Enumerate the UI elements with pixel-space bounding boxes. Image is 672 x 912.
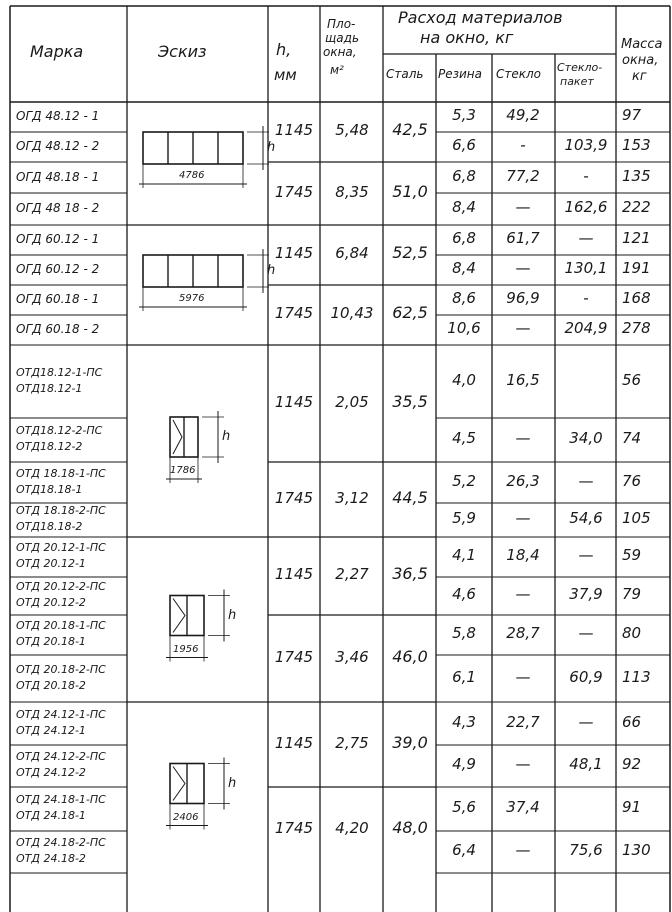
window-sketch [143, 132, 243, 164]
glass-pack-cell: — [578, 546, 594, 564]
marka-cell-alt: ОТД 24.12-1 [16, 723, 86, 737]
glass-cell: 16,5 [506, 370, 540, 389]
mass-cell: 222 [622, 198, 651, 216]
area-cell: 5,48 [335, 121, 369, 139]
glass-cell: 61,7 [506, 229, 540, 247]
mass-cell: 80 [622, 624, 642, 642]
glass-pack-cell: — [578, 229, 594, 247]
glass-cell: 77,2 [506, 166, 540, 185]
rubber-cell: 6,1 [452, 667, 476, 686]
marka-cell: ОГД 48 18 - 2 [16, 201, 100, 215]
glass-cell: — [515, 319, 531, 337]
glass-cell: — [515, 755, 531, 773]
header-eskiz: Эскиз [158, 42, 207, 61]
marka-cell: ОТД 24.12-2-ПС [16, 750, 106, 763]
sketch-width-label: 5976 [179, 293, 205, 304]
sketch-height-label: h [228, 775, 237, 791]
area-cell: 2,75 [335, 733, 369, 752]
area-cell: 3,46 [335, 647, 369, 666]
h-cell: 1745 [274, 304, 314, 322]
sketch-height-label: h [267, 263, 276, 278]
h-cell: 1145 [274, 565, 314, 583]
marka-cell: ОГД 48.12 - 1 [16, 109, 100, 123]
steel-cell: 39,0 [392, 732, 428, 752]
rubber-cell: 5,8 [452, 624, 476, 642]
mass-cell: 92 [622, 755, 642, 773]
rubber-cell: 6,6 [452, 136, 476, 154]
glass-pack-cell: 54,6 [569, 509, 603, 527]
area-cell: 4,20 [335, 819, 369, 837]
header-area-1: Пло- [327, 17, 356, 31]
rubber-cell: 4,9 [452, 755, 476, 773]
sketch-width-label: 1786 [170, 465, 196, 476]
glass-cell: 37,4 [506, 798, 540, 816]
glass-cell: 18,4 [506, 546, 540, 564]
marka-cell: ОТД18.12-1-ПС [16, 365, 103, 379]
mass-cell: 153 [622, 136, 651, 154]
marka-cell: ОТД18.12-2-ПС [16, 424, 103, 437]
mass-cell: 121 [622, 229, 651, 247]
marka-cell-alt: ОТД 20.12-2 [16, 596, 86, 609]
rubber-cell: 5,2 [452, 471, 476, 490]
glass-cell: 96,9 [506, 289, 540, 307]
marka-cell: ОГД 60.18 - 1 [16, 292, 100, 306]
header-mass-1: Масса [621, 37, 663, 52]
steel-cell: 62,5 [392, 303, 428, 322]
marka-cell-alt: ОТД18.12-1 [16, 381, 83, 395]
rubber-cell: 5,3 [452, 106, 476, 124]
rubber-cell: 4,1 [452, 546, 476, 564]
window-sketch [143, 255, 243, 287]
header-steel: Сталь [386, 67, 424, 81]
glass-cell: 49,2 [506, 106, 540, 124]
sketch-width-label: 2406 [173, 811, 199, 823]
header-h-unit: мм [274, 66, 297, 84]
mass-cell: 113 [622, 667, 651, 686]
h-cell: 1745 [274, 647, 314, 666]
rubber-cell: 8,6 [452, 289, 476, 307]
glass-pack-cell: - [583, 166, 589, 185]
marka-cell-alt: ОТД 20.18-1 [16, 635, 86, 648]
glass-cell: 22,7 [506, 712, 540, 731]
marka-cell-alt: ОТД 24.18-2 [16, 852, 86, 865]
rubber-cell: 6,4 [452, 841, 476, 859]
window-sash [173, 599, 185, 633]
window-sketch [170, 596, 204, 636]
steel-cell: 44,5 [392, 487, 428, 507]
glass-pack-cell: 162,6 [564, 198, 608, 216]
marka-cell: ОТД 24.18-2-ПС [16, 836, 106, 849]
mass-cell: 66 [622, 712, 642, 731]
rubber-cell: 6,8 [452, 166, 476, 185]
marka-cell: ОТД 20.18-2-ПС [16, 662, 106, 676]
area-cell: 2,27 [335, 565, 369, 583]
glass-pack-cell: 60,9 [569, 667, 603, 686]
mass-cell: 76 [622, 471, 642, 490]
header-area-2: щадь [325, 31, 360, 45]
glass-cell: 26,3 [506, 471, 540, 490]
marka-cell-alt: ОТД18.18-2 [16, 520, 83, 533]
header-mass-3: кг [632, 69, 647, 84]
glass-pack-cell: 204,9 [564, 319, 608, 337]
rubber-cell: 8,4 [452, 259, 476, 277]
glass-cell: — [515, 259, 531, 277]
rubber-cell: 10,6 [447, 319, 481, 337]
h-cell: 1145 [274, 121, 314, 139]
steel-cell: 35,5 [392, 391, 428, 411]
header-material-2: на окно, кг [420, 28, 514, 47]
glass-cell: — [515, 429, 531, 447]
glass-cell: — [515, 198, 531, 216]
marka-cell-alt: ОТД18.12-2 [16, 440, 83, 453]
glass-cell: — [515, 509, 531, 527]
glass-pack-cell: 103,9 [564, 136, 608, 154]
mass-cell: 278 [622, 319, 651, 337]
marka-cell: ОТД 20.12-1-ПС [16, 541, 106, 554]
glass-pack-cell: — [578, 624, 594, 642]
header-h: h, [276, 40, 292, 59]
area-cell: 2,05 [335, 392, 369, 411]
mass-cell: 168 [622, 289, 651, 307]
steel-cell: 51,0 [392, 181, 428, 201]
marka-cell-alt: ОТД 20.18-2 [16, 678, 86, 692]
area-cell: 3,12 [335, 488, 369, 507]
header-area-4: м² [330, 63, 344, 77]
marka-cell: ОГД 48.18 - 1 [16, 169, 100, 184]
rubber-cell: 4,6 [452, 585, 476, 603]
header-area-3: окна, [323, 45, 357, 59]
rubber-cell: 4,3 [452, 712, 476, 731]
h-cell: 1145 [274, 244, 314, 262]
marka-cell: ОТД 20.18-1-ПС [16, 619, 106, 632]
marka-cell: ОГД 60.12 - 2 [16, 262, 100, 276]
steel-cell: 46,0 [392, 646, 428, 666]
area-cell: 6,84 [335, 244, 369, 262]
glass-cell: — [515, 585, 531, 603]
mass-cell: 56 [622, 370, 642, 389]
h-cell: 1745 [274, 488, 314, 507]
sketch-width-label: 1956 [173, 643, 199, 655]
h-cell: 1745 [274, 182, 314, 201]
sketch-height-label: h [228, 607, 237, 623]
header-glass-pack-1: Стекло- [557, 61, 603, 74]
marka-cell-alt: ОТД18.18-1 [16, 482, 83, 496]
window-sketch [170, 417, 198, 457]
glass-pack-cell: 130,1 [564, 259, 608, 277]
h-cell: 1145 [274, 392, 314, 411]
marka-cell: ОГД 48.12 - 2 [16, 139, 100, 153]
marka-cell: ОГД 60.18 - 2 [16, 322, 100, 336]
header-marka: Марка [30, 42, 84, 61]
h-cell: 1145 [274, 733, 314, 752]
mass-cell: 91 [622, 798, 642, 816]
glass-pack-cell: 75,6 [569, 841, 603, 859]
steel-cell: 52,5 [392, 243, 428, 262]
glass-pack-cell: - [583, 289, 589, 307]
mass-cell: 135 [622, 166, 651, 185]
glass-cell: — [515, 667, 531, 686]
rubber-cell: 4,5 [452, 429, 476, 447]
window-sash [173, 767, 185, 801]
marka-cell: ОТД 18.18-1-ПС [16, 466, 106, 480]
mass-cell: 191 [622, 259, 651, 277]
steel-cell: 42,5 [392, 120, 428, 139]
marka-cell-alt: ОТД 24.12-2 [16, 766, 86, 779]
header-material-1: Расход материалов [398, 8, 563, 27]
mass-cell: 79 [622, 585, 642, 603]
mass-cell: 130 [622, 841, 651, 859]
marka-cell-alt: ОТД 24.18-1 [16, 809, 86, 822]
h-cell: 1745 [274, 819, 314, 837]
steel-cell: 48,0 [392, 818, 428, 837]
glass-pack-cell: — [578, 471, 594, 490]
glass-pack-cell: 34,0 [569, 429, 603, 447]
header-rubber: Резина [438, 67, 482, 81]
steel-cell: 36,5 [392, 564, 428, 583]
marka-cell: ОТД 24.12-1-ПС [16, 707, 106, 721]
rubber-cell: 4,0 [452, 370, 476, 389]
marka-cell: ОТД 20.12-2-ПС [16, 580, 106, 593]
glass-pack-cell: — [578, 712, 594, 731]
rubber-cell: 6,8 [452, 229, 476, 247]
glass-pack-cell: 37,9 [569, 585, 603, 603]
header-mass-2: окна, [622, 53, 659, 68]
glass-cell: - [520, 136, 526, 154]
marka-cell: ОТД 18.18-2-ПС [16, 504, 106, 517]
window-sash [173, 420, 182, 454]
header-glass: Стекло [496, 67, 542, 81]
rubber-cell: 5,6 [452, 798, 476, 816]
sketch-height-label: h [222, 429, 231, 444]
window-sketch [170, 764, 204, 804]
mass-cell: 59 [622, 546, 642, 564]
rubber-cell: 8,4 [452, 198, 476, 216]
rubber-cell: 5,9 [452, 509, 476, 527]
glass-cell: — [515, 841, 531, 859]
marka-cell-alt: ОТД 20.12-1 [16, 557, 86, 570]
area-cell: 8,35 [335, 182, 369, 201]
glass-cell: 28,7 [506, 624, 540, 642]
marka-cell: ОТД 24.18-1-ПС [16, 793, 106, 806]
sketch-height-label: h [267, 140, 276, 155]
area-cell: 10,43 [330, 304, 374, 322]
glass-pack-cell: 48,1 [569, 755, 603, 773]
marka-cell: ОГД 60.12 - 1 [16, 232, 100, 246]
sketch-width-label: 4786 [179, 170, 205, 181]
mass-cell: 74 [622, 429, 642, 447]
mass-cell: 105 [622, 509, 651, 527]
header-glass-pack-2: пакет [560, 75, 594, 88]
mass-cell: 97 [622, 106, 642, 124]
